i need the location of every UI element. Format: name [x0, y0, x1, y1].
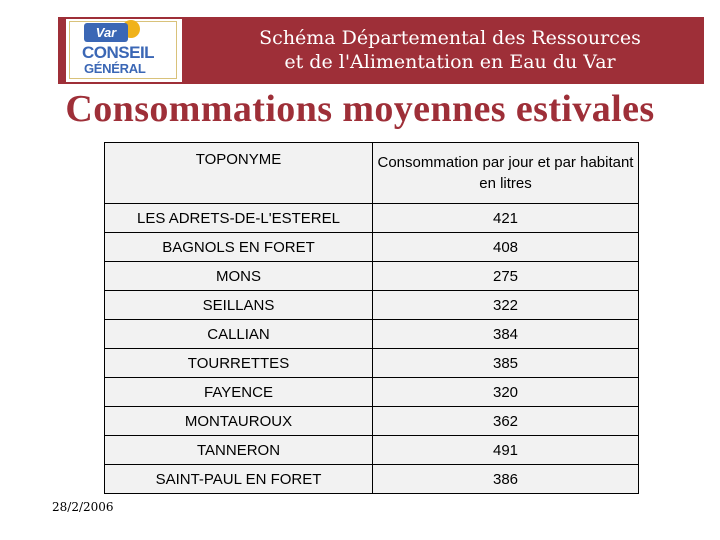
table-row: [105, 204, 639, 233]
logo-var-badge: Var: [84, 23, 128, 42]
column-header-consommation: Consommation par jour et par habitant en litres: [373, 143, 639, 204]
toponyme-cell: TOURRETTES: [105, 349, 373, 378]
toponyme-cell: TANNERON: [105, 436, 373, 465]
table-row: [105, 436, 639, 465]
table-header-row: [105, 143, 639, 204]
consommation-cell: 384: [373, 320, 639, 349]
toponyme-cell: BAGNOLS EN FORET: [105, 233, 373, 262]
table-row: [105, 407, 639, 436]
toponyme-cell: SAINT-PAUL EN FORET: [105, 465, 373, 494]
table-row: [105, 378, 639, 407]
consommation-cell: 320: [373, 378, 639, 407]
consommation-cell: 385: [373, 349, 639, 378]
table-row: [105, 262, 639, 291]
table-row: [105, 320, 639, 349]
header-title-line1: Schéma Départemental des Ressources: [259, 27, 641, 49]
logo-general-text: GÉNÉRAL: [84, 61, 146, 76]
toponyme-cell: FAYENCE: [105, 378, 373, 407]
consumption-table: [104, 142, 639, 494]
toponyme-cell: MONS: [105, 262, 373, 291]
toponyme-cell: MONTAUROUX: [105, 407, 373, 436]
footer-date: 28/2/2006: [52, 500, 114, 514]
logo-conseil-text: CONSEIL: [82, 43, 155, 62]
table-row: [105, 349, 639, 378]
consommation-cell: 491: [373, 436, 639, 465]
toponyme-cell: CALLIAN: [105, 320, 373, 349]
consommation-cell: 386: [373, 465, 639, 494]
table-row: [105, 291, 639, 320]
toponyme-cell: LES ADRETS-DE-L'ESTEREL: [105, 204, 373, 233]
toponyme-cell: SEILLANS: [105, 291, 373, 320]
header-title: [200, 18, 700, 82]
column-header-toponyme: TOPONYME: [105, 143, 373, 204]
table-row: [105, 465, 639, 494]
consommation-cell: 421: [373, 204, 639, 233]
consommation-cell: 275: [373, 262, 639, 291]
consommation-cell: 362: [373, 407, 639, 436]
header-title-line2: et de l'Alimentation en Eau du Var: [284, 51, 616, 73]
consommation-cell: 408: [373, 233, 639, 262]
table-row: [105, 233, 639, 262]
consommation-cell: 322: [373, 291, 639, 320]
page-title: Consommations moyennes estivales: [65, 88, 655, 130]
